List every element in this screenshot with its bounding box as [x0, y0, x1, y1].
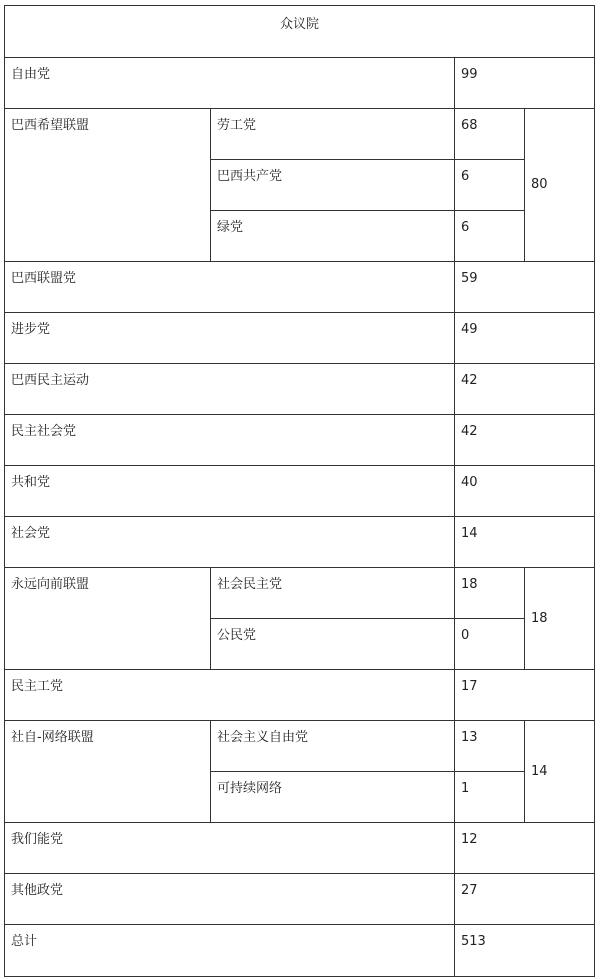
party-name: 民主工党 [5, 670, 455, 721]
table-row [5, 721, 595, 772]
party-name: 进步党 [5, 313, 455, 364]
table-row [5, 466, 595, 517]
party-name: 我们能党 [5, 823, 455, 874]
coalition-total: 18 [525, 568, 595, 670]
member-seat-count: 1 [455, 772, 525, 823]
seat-count: 99 [455, 58, 595, 109]
member-party-name: 可持续网络 [211, 772, 455, 823]
total-row [5, 925, 595, 977]
seat-count: 59 [455, 262, 595, 313]
member-seat-count: 6 [455, 211, 525, 262]
table-row [5, 874, 595, 925]
table-row [5, 823, 595, 874]
member-party-name: 巴西共产党 [211, 160, 455, 211]
table-row [5, 517, 595, 568]
member-party-name: 绿党 [211, 211, 455, 262]
party-name: 巴西民主运动 [5, 364, 455, 415]
total-label: 总计 [5, 925, 455, 977]
table-header-row [5, 6, 595, 58]
party-name: 民主社会党 [5, 415, 455, 466]
table-row [5, 58, 595, 109]
chamber-seats-table [4, 5, 595, 977]
total-seat-count: 513 [455, 925, 595, 977]
party-name: 其他政党 [5, 874, 455, 925]
coalition-name: 社自-网络联盟 [5, 721, 211, 823]
coalition-name: 永远向前联盟 [5, 568, 211, 670]
seat-count: 49 [455, 313, 595, 364]
member-party-name: 社会民主党 [211, 568, 455, 619]
table-row [5, 109, 595, 160]
table-title: 众议院 [5, 6, 595, 58]
seat-count: 40 [455, 466, 595, 517]
member-seat-count: 13 [455, 721, 525, 772]
party-name: 社会党 [5, 517, 455, 568]
table-row [5, 670, 595, 721]
member-party-name: 社会主义自由党 [211, 721, 455, 772]
member-party-name: 公民党 [211, 619, 455, 670]
coalition-total: 80 [525, 109, 595, 262]
seat-count: 42 [455, 415, 595, 466]
table-row [5, 262, 595, 313]
member-seat-count: 0 [455, 619, 525, 670]
party-name: 共和党 [5, 466, 455, 517]
seat-count: 12 [455, 823, 595, 874]
table-row [5, 313, 595, 364]
party-name: 自由党 [5, 58, 455, 109]
coalition-name: 巴西希望联盟 [5, 109, 211, 262]
member-seat-count: 18 [455, 568, 525, 619]
seat-count: 42 [455, 364, 595, 415]
table-row [5, 568, 595, 619]
coalition-total: 14 [525, 721, 595, 823]
seat-count: 14 [455, 517, 595, 568]
table-row [5, 364, 595, 415]
member-party-name: 劳工党 [211, 109, 455, 160]
member-seat-count: 68 [455, 109, 525, 160]
seat-count: 27 [455, 874, 595, 925]
table-row [5, 415, 595, 466]
seat-count: 17 [455, 670, 595, 721]
party-name: 巴西联盟党 [5, 262, 455, 313]
member-seat-count: 6 [455, 160, 525, 211]
